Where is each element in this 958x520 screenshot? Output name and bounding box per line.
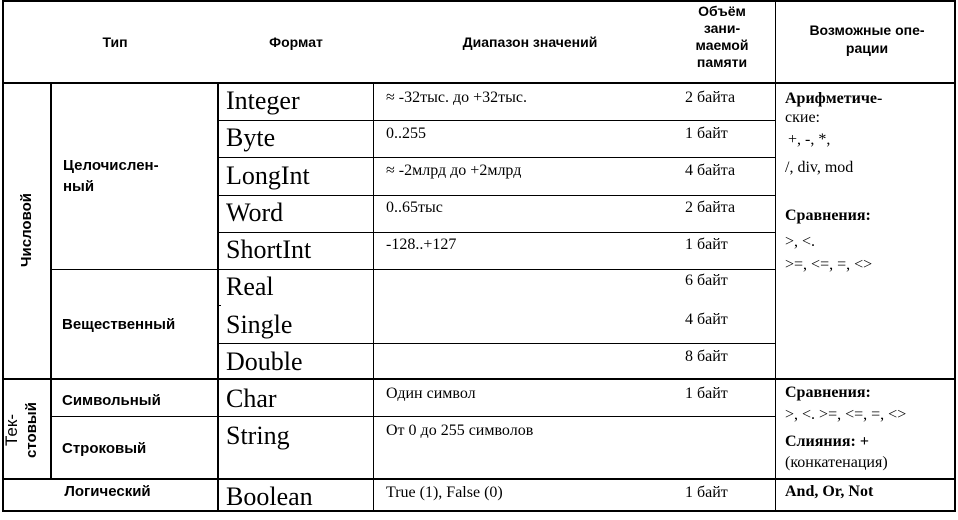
memory-integer: 2 байта [685, 89, 736, 106]
ops-text-4: (конкатенация) [785, 454, 888, 471]
header-format: Формат [269, 34, 323, 50]
memory-real: 6 байт [685, 272, 728, 289]
row-line-char-string [50, 416, 775, 417]
format-integer: Integer [226, 86, 300, 115]
row-line-1 [217, 120, 775, 121]
header-memory-2: зани- [703, 20, 741, 36]
memory-byte: 1 байт [685, 125, 728, 142]
col-line-ops [775, 0, 776, 512]
header-ops-1: Возможные опе- [809, 22, 925, 38]
row-line-int-real [50, 269, 775, 270]
row-line-text-logical [2, 478, 956, 480]
range-boolean: True (1), False (0) [386, 484, 503, 501]
row-line-real-single [217, 305, 221, 306]
col-line-format [217, 82, 219, 512]
ops-numeric-4: /, div, mod [785, 159, 854, 176]
ops-numeric-5: Сравнения: [785, 207, 871, 224]
format-string: String [226, 421, 290, 450]
format-shortint: ShortInt [226, 235, 312, 264]
memory-longint: 4 байта [685, 162, 736, 179]
memory-boolean: 1 байт [685, 484, 728, 501]
format-longint: LongInt [226, 161, 310, 190]
row-line-single-double [217, 343, 775, 344]
subtype-integer-2: ный [63, 178, 95, 195]
subtype-real: Вещественный [62, 316, 176, 333]
format-single: Single [226, 310, 293, 339]
border-right [954, 0, 956, 512]
header-type: Тип [102, 34, 128, 50]
header-range: Диапазон значений [462, 34, 598, 50]
group-text-2: стовый [23, 402, 40, 458]
format-byte: Byte [226, 123, 276, 152]
format-real: Real [226, 272, 274, 301]
header-memory-3: маемой [695, 37, 749, 53]
format-boolean: Boolean [226, 482, 313, 511]
header-memory-4: памяти [696, 54, 748, 70]
ops-text-3: Слияния: + [785, 433, 869, 450]
range-shortint: -128..+127 [386, 236, 457, 253]
ops-text-2: >, <. >=, <=, =, <> [785, 406, 907, 423]
header-bottom [2, 82, 956, 84]
group-text-1: Тек- [2, 414, 21, 446]
row-line-2 [217, 157, 775, 158]
memory-word: 2 байта [685, 199, 736, 216]
memory-char: 1 байт [685, 385, 728, 402]
format-word: Word [226, 198, 284, 227]
ops-numeric-2: ские: [785, 109, 820, 126]
ops-numeric-7: >=, <=, =, <> [785, 256, 873, 273]
range-integer: ≈ -32тыс. до +32тыс. [386, 89, 527, 106]
group-logical: Логический [64, 483, 151, 500]
ops-text-1: Сравнения: [785, 384, 871, 401]
col-line-range [373, 82, 374, 512]
border-top [2, 0, 956, 2]
subtype-char: Символьный [62, 392, 161, 409]
col-line-group [50, 82, 52, 478]
range-byte: 0..255 [386, 125, 426, 142]
range-string: От 0 до 255 символов [386, 422, 534, 439]
row-line-4 [217, 232, 775, 233]
memory-single: 4 байт [685, 311, 728, 328]
header-memory-1: Объём [698, 3, 746, 19]
range-longint: ≈ -2млрд до +2млрд [386, 162, 522, 179]
header-ops-2: рации [845, 40, 889, 56]
subtype-string: Строковый [62, 440, 147, 457]
ops-numeric-1: Арифметиче- [785, 90, 883, 107]
ops-boolean: And, Or, Not [785, 483, 874, 500]
row-line-numeric-text [2, 378, 956, 380]
group-numeric: Числовой [18, 193, 35, 268]
ops-numeric-6: >, <. [785, 233, 816, 250]
memory-double: 8 байт [685, 348, 728, 365]
range-char: Один символ [386, 385, 476, 402]
ops-numeric-3: +, -, *, [788, 131, 831, 148]
memory-shortint: 1 байт [685, 236, 728, 253]
format-char: Char [226, 384, 277, 413]
row-line-3 [217, 195, 775, 196]
subtype-integer-1: Целочислен- [63, 157, 159, 174]
format-double: Double [226, 347, 303, 376]
border-bottom [2, 510, 956, 512]
range-word: 0..65тыс [386, 199, 443, 216]
